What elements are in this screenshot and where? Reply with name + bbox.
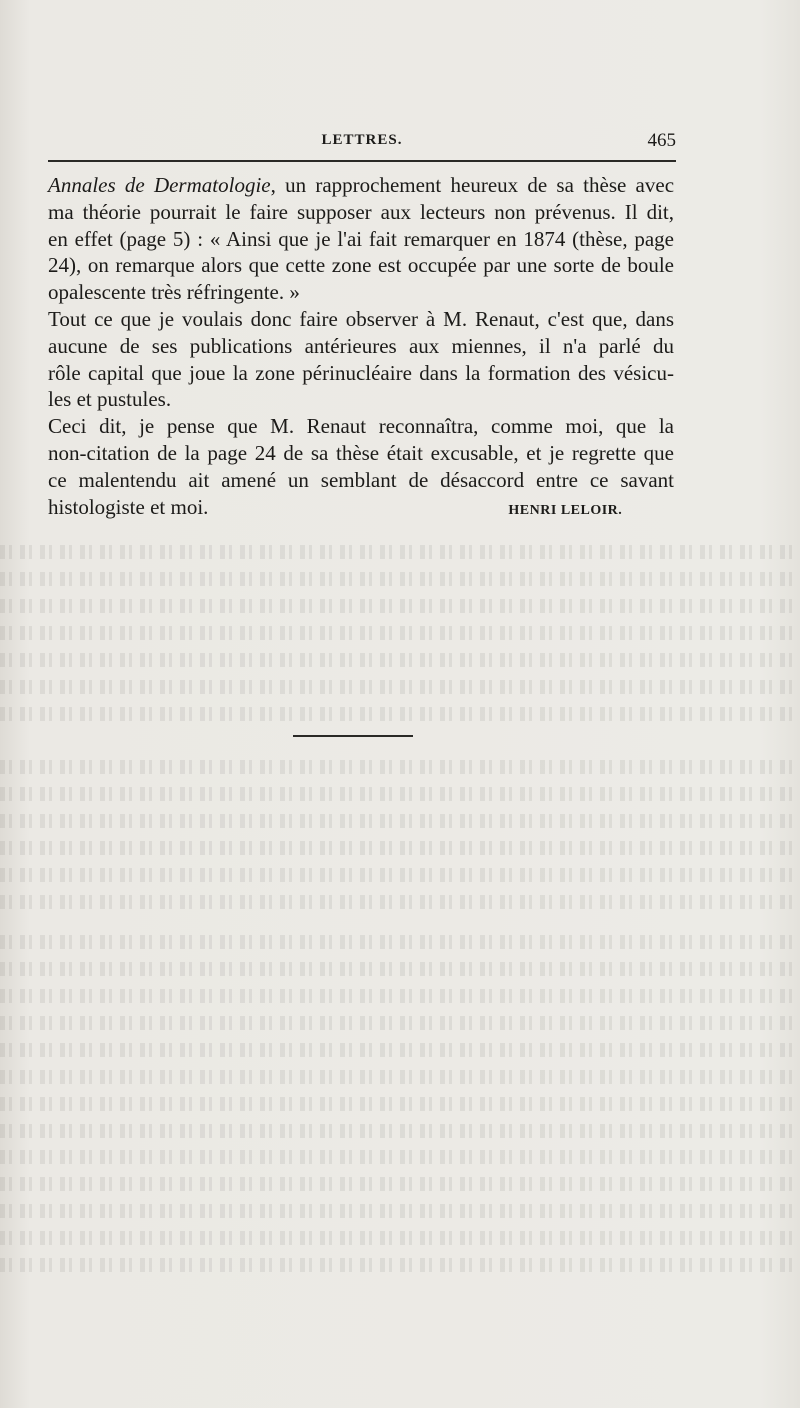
paragraph-3-line-3: ce malentendu ait amené un semblant de désaccord entre ce savant (48, 467, 674, 492)
running-head (48, 132, 676, 158)
paragraph-1-line-3: en effet (page 5) : « Ainsi que je l'ai fait remarquer en 1874 (thèse, page (48, 226, 674, 251)
paragraph-1-line-2: ma théorie pourrait le faire supposer aux lecteurs non prévenus. Il dit, (48, 199, 674, 224)
section-end-rule (293, 735, 413, 737)
body-text (48, 172, 674, 524)
paragraph-3-line-4 (48, 494, 674, 525)
running-title: LETTRES. (321, 132, 403, 148)
paragraph-1-line-1-text: , un rapprochement heureux de sa thèse avec (270, 173, 675, 197)
paragraph-3-line-1: Ceci dit, je pense que M. Renaut reconnaîtra, comme moi, que la (48, 414, 674, 439)
author-signature: HENRI LELOIR. (508, 502, 623, 518)
paragraph-1-line-5: opalescente très réfringente. » (48, 280, 300, 305)
paragraph-2-line-4: les et pustules. (48, 387, 172, 412)
paragraph-1-line-4: 24), on remarque alors que cette zone est occupée par une sorte de boule (48, 253, 674, 278)
paragraph-2-line-2: aucune de ses publications antérieures aux miennes, il n'a parlé du (48, 333, 674, 358)
header-rule (48, 160, 676, 162)
journal-title: Annales de Dermatologie (48, 173, 271, 197)
paragraph-2-line-3: rôle capital que joue la zone périnucléaire dans la formation des vésicu- (48, 360, 674, 385)
paragraph-1-line-1 (48, 172, 674, 199)
paragraph-3-line-4-text: histologiste et moi. (48, 494, 209, 519)
paragraph-2-line-1: Tout ce que je voulais donc faire observer à M. Renaut, c'est que, dans (48, 306, 674, 331)
paragraph-3-line-2: non-citation de la page 24 de sa thèse était excusable, et je regrette que (48, 440, 674, 465)
page-number: 465 (647, 130, 676, 151)
